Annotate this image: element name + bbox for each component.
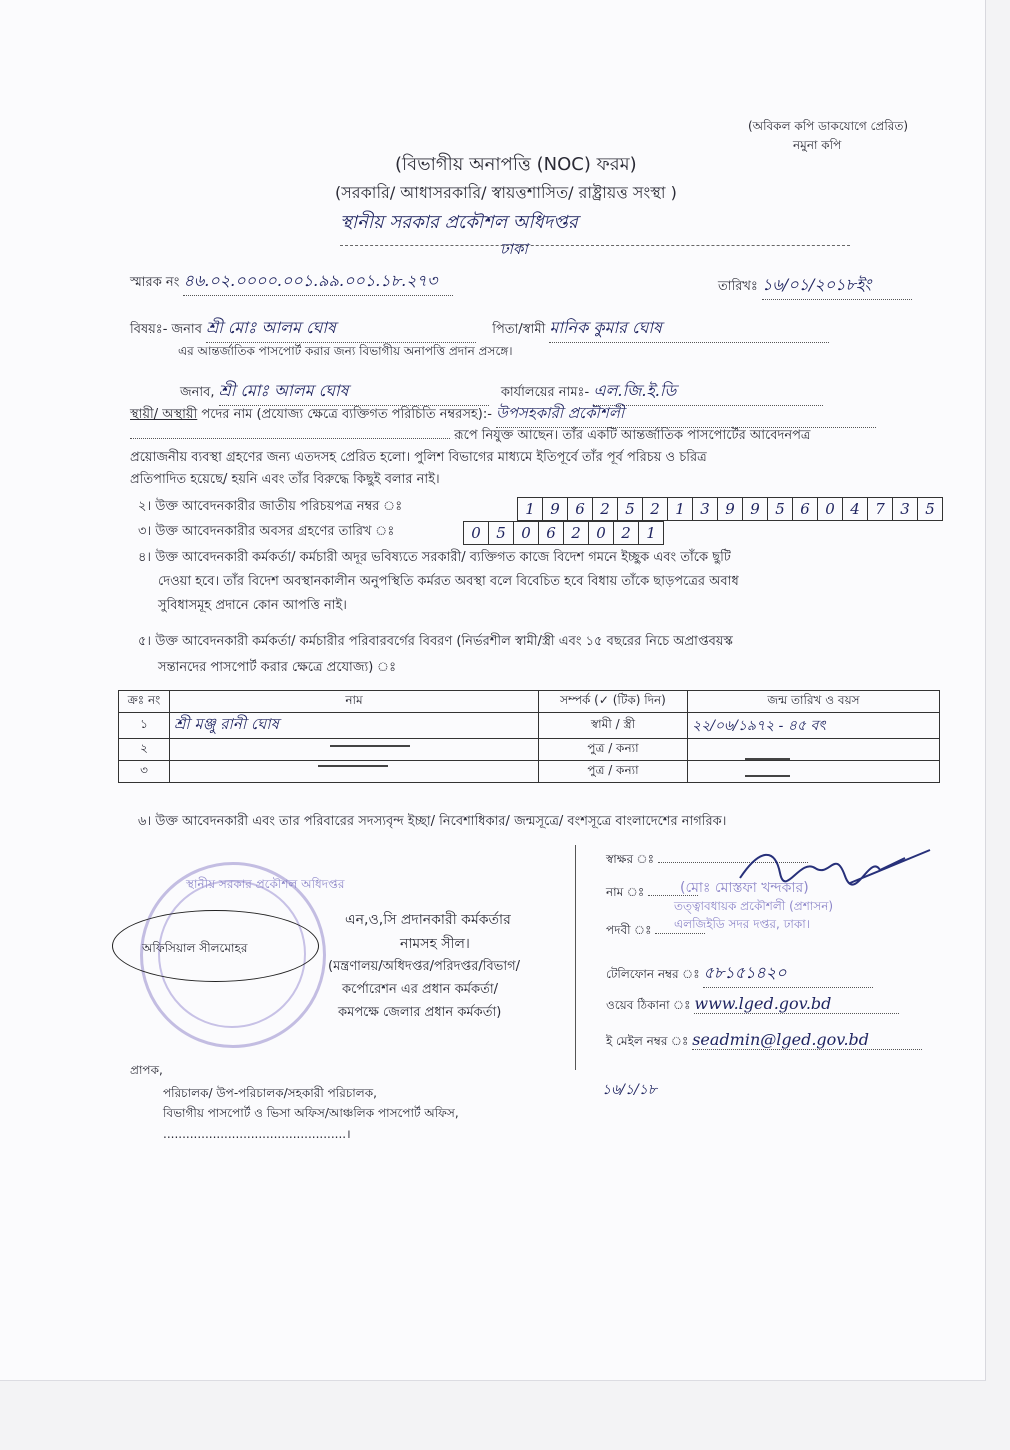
organization-city-handwritten: ঢাকা [500, 240, 528, 258]
blank-dash [745, 775, 790, 777]
retirement-digit-box: 5 [489, 522, 514, 544]
email-value: seadmin@lged.gov.bd [692, 1030, 922, 1050]
item6-text: ৬। উক্ত আবেদনকারী এবং তার পরিবারের সদস্যবৃন্দ ইচ্ছা/ নিবেশাধিকার/ জন্মসূত্রে/ বংশসূত্রে বাংলাদেশের নাগরিক। [138, 814, 727, 829]
table-row [119, 761, 940, 783]
designation-blank [130, 438, 450, 439]
para1-line3: রূপে নিযুক্ত আছেন। তাঁর একটি আন্তর্জাতিক পাসপোর্টের আবেদনপত্র [454, 428, 811, 443]
blank-dash [745, 758, 790, 760]
row-name [170, 761, 539, 783]
sample-copy-note: নমুনা কপি [793, 138, 842, 152]
seal-org-text: স্থানীয় সরকার প্রকৌশল অধিদপ্তর [186, 877, 345, 891]
nid-digit-box: 2 [643, 498, 668, 520]
nid-label: ২। উক্ত আবেদনকারীর জাতীয় পরিচয়পত্র নম্বর ঃ [138, 499, 403, 514]
nid-digit-box: 4 [843, 498, 868, 520]
col-relation: সম্পর্ক (✓ (টিক) দিন) [539, 691, 688, 713]
retirement-digit-box: 0 [464, 522, 489, 544]
row-dob [688, 761, 940, 783]
designation-label2: পদবী ঃ [606, 923, 652, 937]
nid-digit-box: 0 [818, 498, 843, 520]
col-serial: ক্রঃ নং [119, 691, 170, 713]
col-name: নাম [170, 691, 539, 713]
row-serial: ২ [119, 739, 170, 761]
nid-digit-box: 9 [543, 498, 568, 520]
memo-number: ৪৬.০২.০০০০.০০১.৯৯.০০১.১৮.২৭৩ [183, 268, 453, 296]
nid-digit-box: 3 [893, 498, 918, 520]
janab-label: জনাব, [180, 385, 215, 400]
name-label: নাম ঃ [606, 885, 645, 899]
nid-digit-box: 3 [693, 498, 718, 520]
nid-digit-box: 1 [668, 498, 693, 520]
signatory-designation2: এলজিইডি সদর দপ্তর, ঢাকা। [674, 917, 811, 931]
family-table-header [119, 691, 940, 713]
nid-digit-box: 6 [793, 498, 818, 520]
noc-officer-line1: এন,ও,সি প্রদানকারী কর্মকর্তার [345, 912, 511, 928]
office-label: কার্যালয়ের নামঃ- [500, 385, 590, 400]
subject-label: বিষয়ঃ- জনাব [130, 322, 202, 337]
date-label: তারিখঃ [718, 279, 758, 294]
item4-line2: দেওয়া হবে। তাঁর বিদেশ অবস্থানকালীন অনুপস্থিতি কর্মরত অবস্থা বলে বিবেচিত হবে বিধায় তাঁকে ছাড়পত্রের অবাধ [158, 574, 739, 589]
signatory-name: (মোঃ মোস্তফা খন্দকার) [680, 880, 809, 896]
blank-dash [318, 765, 388, 767]
copy-note: (অবিকল কপি ডাকযোগে প্রেরিত) [748, 119, 909, 133]
para1-line4: প্রয়োজনীয় ব্যবস্থা গ্রহণের জন্য এতদসহ প্রেরিত হলো। পুলিশ বিভাগের মাধ্যমে ইতিপূর্বে তাঁর পূর্ব পরিচয় ও চরিত্র [130, 450, 707, 465]
row-serial: ৩ [119, 761, 170, 783]
para1-name: শ্রী মোঃ আলম ঘোষ [219, 378, 489, 406]
father-label: পিতা/স্বামী [492, 322, 546, 337]
office-value: এল.জি.ই.ডি [593, 378, 823, 406]
nid-digit-box: 1 [518, 498, 543, 520]
nid-digit-box: 7 [868, 498, 893, 520]
father-name: মানিক কুমার ঘোষ [549, 315, 829, 343]
web-value: www.lged.gov.bd [694, 994, 899, 1014]
retirement-label: ৩। উক্ত আবেদনকারীর অবসর গ্রহণের তারিখ ঃ [138, 524, 395, 539]
para1-line5: প্রতিপাদিত হয়েছে/ হয়নি এবং তাঁর বিরুদ্ধে কিছুই বলার নাই। [130, 472, 440, 487]
initial-date: ১৬/১/১৮ [602, 1082, 657, 1098]
retirement-digit-box: 0 [589, 522, 614, 544]
form-title: (বিভাগীয় অনাপত্তি (NOC) ফরম) [395, 154, 637, 175]
table-row [119, 739, 940, 761]
row-dob [688, 739, 940, 761]
sign-label: স্বাক্ষর ঃ [606, 852, 655, 866]
retirement-digit-box: 2 [614, 522, 639, 544]
web-label: ওয়েব ঠিকানা ঃ [606, 998, 691, 1012]
retirement-digit-box: 0 [514, 522, 539, 544]
noc-officer-line5: কমপক্ষে জেলার প্রধান কর্মকর্তা) [338, 1005, 502, 1020]
form-subtitle: (সরকারি/ আধাসরকারি/ স্বায়ত্তশাসিত/ রাষ্ট্রায়ত্ত সংস্থা ) [335, 183, 677, 202]
retirement-digit-box: 2 [564, 522, 589, 544]
family-table [118, 690, 940, 783]
item5-line1: ৫। উক্ত আবেদনকারী কর্মকর্তা/ কর্মচারীর পরিবারবর্গের বিবরণ (নির্ভরশীল স্বামী/স্ত্রী এবং ১৫ বছরের নিচে অপ্রাপ্তবয়স্ক [138, 634, 733, 649]
item4-line3: সুবিধাসমূহ প্রদানে কোন আপত্তি নাই। [158, 598, 347, 613]
col-dob: জন্ম তারিখ ও বয়স [688, 691, 940, 713]
designation-value: উপসহকারী প্রকৌশলী [496, 402, 876, 428]
subject-line2: এর আন্তর্জাতিক পাসপোর্ট করার জন্য বিভাগীয় অনাপত্তি প্রদান প্রসঙ্গে। [178, 344, 513, 358]
phone-label: টেলিফোন নম্বর ঃ [606, 967, 700, 981]
row-relation: পুত্র / কন্যা [539, 739, 688, 761]
nid-digit-box: 9 [743, 498, 768, 520]
noc-officer-line3: (মন্ত্রণালয়/অধিদপ্তর/পরিদপ্তর/বিভাগ/ [328, 959, 521, 974]
signature-divider [575, 845, 576, 1070]
recipient-line2: বিভাগীয় পাসপোর্ট ও ভিসা অফিস/আঞ্চলিক পাসপোর্ট অফিস, [163, 1106, 459, 1120]
item4-line1: ৪। উক্ত আবেদনকারী কর্মকর্তা/ কর্মচারী অদূর ভবিষ্যতে সরকারী/ ব্যক্তিগত কাজে বিদেশ গমনে ইচ্ছুক এবং তাঁকে ছুটি [138, 550, 731, 565]
recipient-label: প্রাপক, [130, 1063, 163, 1077]
nid-digit-box: 9 [718, 498, 743, 520]
official-seal-label: অফিসিয়াল সীলমোহর [142, 941, 248, 955]
signatory-designation1: তত্ত্বাবধায়ক প্রকৌশলী (প্রশাসন) [674, 899, 834, 913]
row-name [170, 739, 539, 761]
recipient-line1: পরিচালক/ উপ-পরিচালক/সহকারী পরিচালক, [163, 1086, 377, 1100]
row-relation: স্বামী / স্ত্রী [539, 713, 688, 739]
nid-digit-box: 6 [568, 498, 593, 520]
recipient-line3: ................................................। [163, 1127, 351, 1141]
blank-dash [330, 745, 410, 747]
row-name: শ্রী মঞ্জু রানী ঘোষ [170, 713, 539, 739]
row-relation: পুত্র / কন্যা [539, 761, 688, 783]
retirement-boxes [463, 521, 664, 545]
nid-digit-box: 5 [768, 498, 793, 520]
permanent-temporary: স্থায়ী/ অস্থায়ী [130, 407, 198, 422]
phone-value: ৫৮১৫১৪২০ [703, 960, 873, 988]
item5-line2: সন্তানদের পাসপোর্ট করার ক্ষেত্রে প্রযোজ্য) ঃ [158, 660, 397, 675]
row-dob: ২২/০৬/১৯৭২ - ৪৫ বৎ [688, 713, 940, 739]
retirement-digit-box: 6 [539, 522, 564, 544]
organization-handwritten: স্থানীয় সরকার প্রকৌশল অধিদপ্তর [340, 208, 850, 246]
retirement-digit-box: 1 [646, 524, 656, 542]
nid-digit-box: 5 [618, 498, 643, 520]
memo-date: ১৬/০১/২০১৮ইং [762, 272, 912, 300]
memo-label: স্মারক নং [130, 275, 180, 290]
noc-officer-line2: নামসহ সীল। [400, 936, 470, 952]
table-row [119, 713, 940, 739]
row-serial: ১ [119, 713, 170, 739]
noc-officer-line4: কর্পোরেশন এর প্রধান কর্মকর্তা/ [342, 982, 499, 997]
nid-boxes [517, 497, 943, 521]
email-label: ই মেইল নম্বর ঃ [606, 1034, 689, 1048]
subject-name: শ্রী মোঃ আলম ঘোষ [206, 315, 476, 343]
nid-digit-box: 2 [593, 498, 618, 520]
nid-digit-box: 5 [925, 500, 935, 518]
designation-label: পদের নাম (প্রযোজ্য ক্ষেত্রে ব্যক্তিগত পরিচিতি নম্বরসহ):- [201, 407, 492, 422]
